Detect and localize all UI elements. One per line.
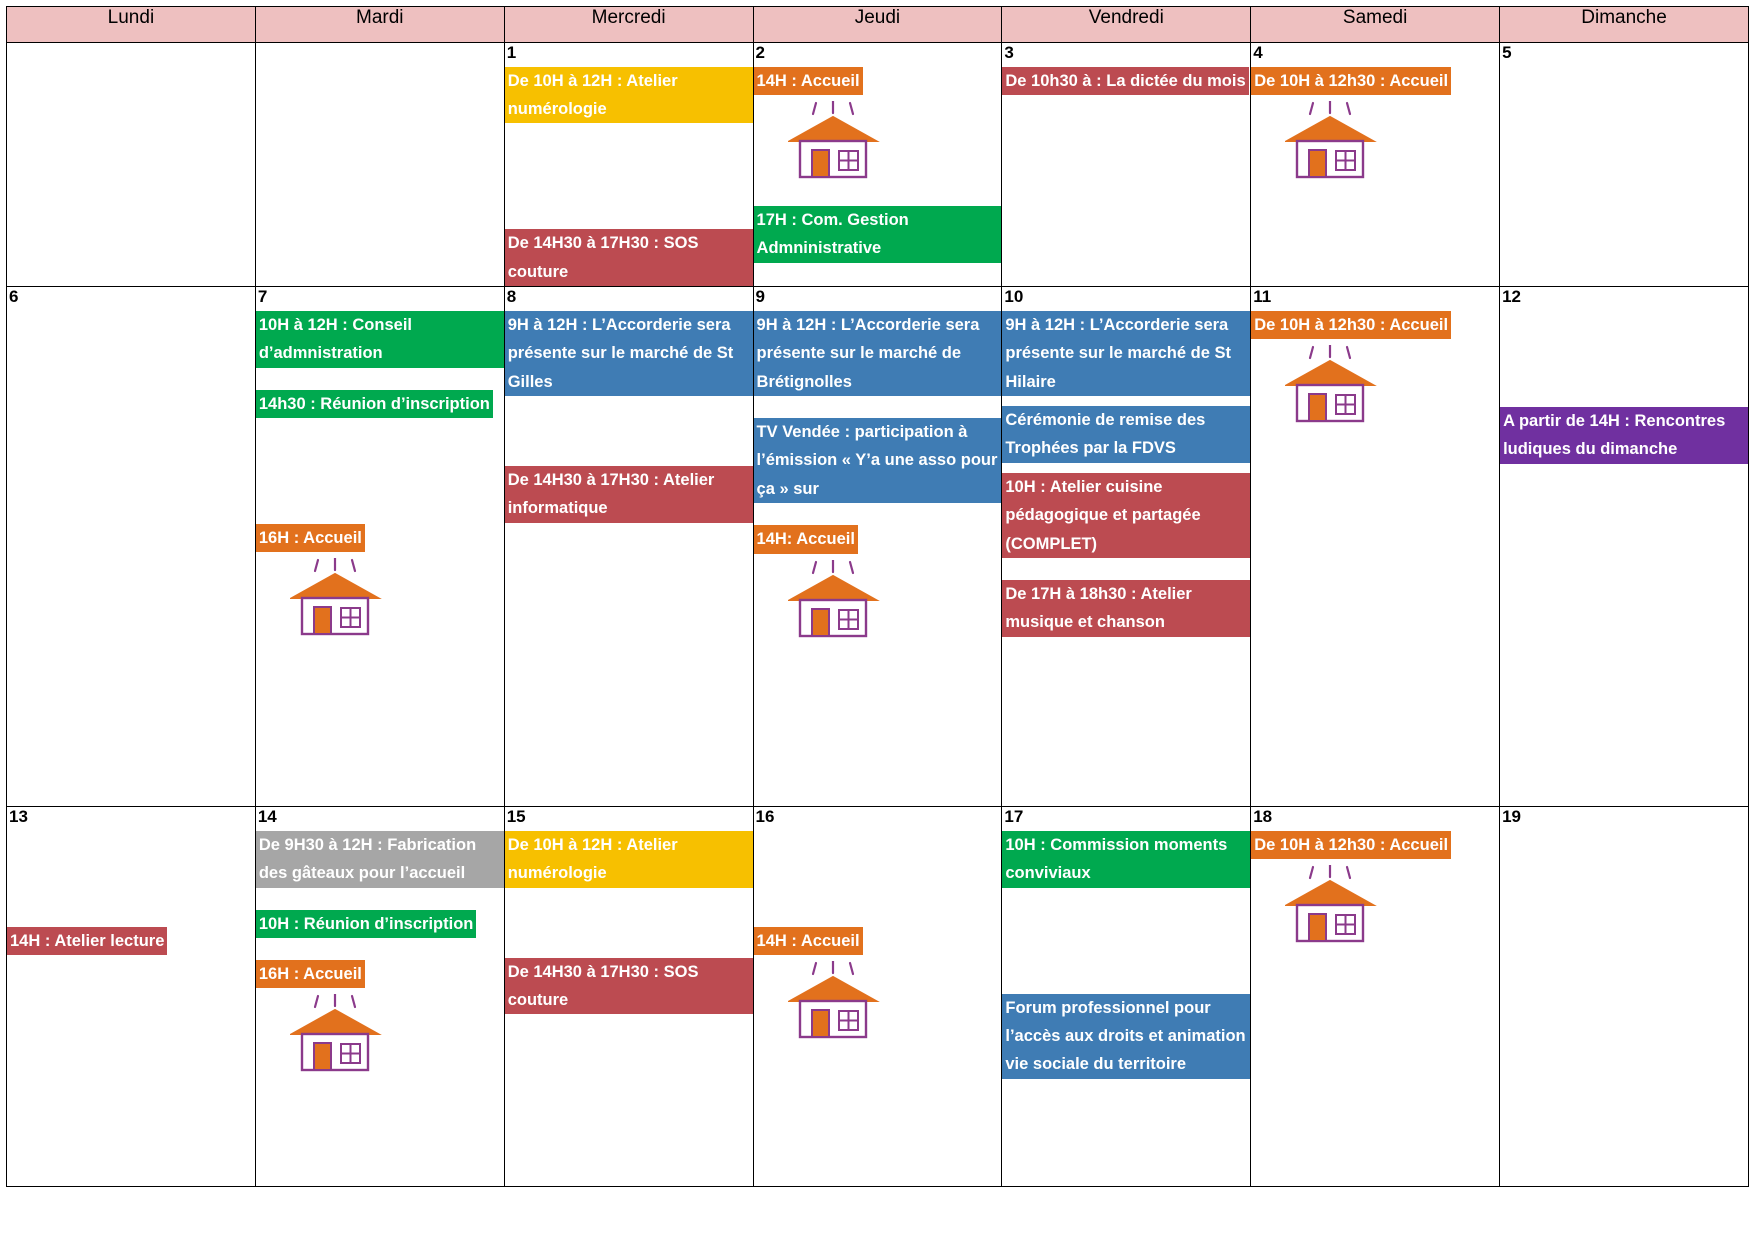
calendar-event[interactable] xyxy=(1002,473,1250,558)
event-label: 9H à 12H : L’Accorderie sera présente sur le marché de St Gilles xyxy=(505,311,753,396)
day-header-mercredi: Mercredi xyxy=(504,7,753,43)
calendar-week-row xyxy=(7,287,1749,807)
spacer xyxy=(754,406,1002,418)
calendar-day-cell[interactable] xyxy=(7,43,256,287)
day-number: 7 xyxy=(257,287,268,307)
calendar-event[interactable] xyxy=(754,418,1002,503)
calendar-event[interactable] xyxy=(754,927,1002,1044)
spacer xyxy=(754,194,1002,206)
calendar-event[interactable] xyxy=(1002,67,1250,95)
day-number: 3 xyxy=(1004,43,1014,62)
calendar-day-cell[interactable] xyxy=(1500,43,1749,287)
day-number: 17 xyxy=(1004,807,1024,827)
calendar-event[interactable] xyxy=(256,524,504,641)
house-icon xyxy=(788,101,1002,184)
spacer xyxy=(754,831,1002,927)
calendar-event[interactable] xyxy=(754,206,1002,263)
calendar-event[interactable] xyxy=(505,67,753,124)
event-label: 10H : Commission moments conviviaux xyxy=(1002,831,1250,888)
day-header-dimanche: Dimanche xyxy=(1500,7,1749,43)
calendar-event[interactable] xyxy=(1002,831,1250,888)
calendar-event[interactable] xyxy=(505,831,753,888)
event-label: De 14H30 à 17H30 : SOS couture xyxy=(505,229,753,286)
event-label: TV Vendée : participation à l’émission « Y’a une asso pour ça » sur xyxy=(754,418,1002,503)
event-label: De 10H à 12H : Atelier numérologie xyxy=(505,67,753,124)
event-label: Cérémonie de remise des Trophées par la FDVS xyxy=(1002,406,1250,463)
calendar-day-cell[interactable] xyxy=(1002,43,1251,287)
day-header-mardi: Mardi xyxy=(255,7,504,43)
calendar-event[interactable] xyxy=(1002,580,1250,637)
calendar-event[interactable] xyxy=(1251,67,1499,184)
calendar-event[interactable] xyxy=(505,311,753,396)
event-label: 14H : Atelier lecture xyxy=(7,927,167,955)
calendar-event[interactable] xyxy=(754,525,1002,642)
day-number: 12 xyxy=(1502,287,1521,307)
calendar-event[interactable] xyxy=(1002,994,1250,1079)
spacer xyxy=(754,513,1002,525)
event-label: De 14H30 à 17H30 : SOS couture xyxy=(505,958,753,1015)
event-label: De 10H à 12h30 : Accueil xyxy=(1251,831,1451,859)
spacer xyxy=(1500,311,1748,407)
calendar-event[interactable] xyxy=(505,958,753,1015)
calendar-event[interactable] xyxy=(256,831,504,888)
day-header-vendredi: Vendredi xyxy=(1002,7,1251,43)
calendar-header-row xyxy=(7,7,1749,43)
house-icon xyxy=(1285,865,1499,948)
event-label: 10H : Réunion d’inscription xyxy=(256,910,477,938)
calendar-day-cell[interactable] xyxy=(504,287,753,807)
calendar-event[interactable] xyxy=(1002,406,1250,463)
day-header-jeudi: Jeudi xyxy=(753,7,1002,43)
calendar-day-cell[interactable] xyxy=(504,807,753,1187)
calendar-event[interactable] xyxy=(256,390,504,418)
day-header-samedi: Samedi xyxy=(1251,7,1500,43)
house-icon xyxy=(1285,101,1499,184)
spacer xyxy=(505,898,753,958)
event-label: A partir de 14H : Rencontres ludiques du dimanche xyxy=(1500,407,1748,464)
day-header-lundi: Lundi xyxy=(7,7,256,43)
calendar-week-row xyxy=(7,807,1749,1187)
day-number: 6 xyxy=(9,287,19,307)
day-number: 16 xyxy=(755,807,775,827)
house-icon xyxy=(1285,345,1499,428)
spacer xyxy=(256,948,504,960)
calendar-event[interactable] xyxy=(1251,311,1499,428)
calendar-event[interactable] xyxy=(1002,311,1250,396)
event-label: De 10H à 12h30 : Accueil xyxy=(1251,67,1451,95)
event-label: 14H : Accueil xyxy=(754,927,863,955)
spacer xyxy=(1002,898,1250,994)
day-number: 11 xyxy=(1253,287,1272,307)
day-number: 2 xyxy=(755,43,765,62)
event-label: De 10H à 12H : Atelier numérologie xyxy=(505,831,753,888)
day-number: 15 xyxy=(506,807,526,827)
house-icon xyxy=(290,558,504,641)
spacer xyxy=(256,378,504,390)
event-label: 10H : Atelier cuisine pédagogique et partagée (COMPLET) xyxy=(1002,473,1250,558)
spacer xyxy=(505,406,753,466)
calendar-day-cell[interactable] xyxy=(255,43,504,287)
spacer xyxy=(256,898,504,910)
calendar-day-cell[interactable] xyxy=(1002,287,1251,807)
calendar-day-cell[interactable] xyxy=(7,287,256,807)
day-number: 8 xyxy=(506,287,517,307)
calendar-day-cell[interactable] xyxy=(1251,43,1500,287)
spacer xyxy=(7,831,255,927)
event-label: 16H : Accueil xyxy=(256,960,365,988)
spacer xyxy=(505,133,753,229)
house-icon xyxy=(788,961,1002,1044)
day-number: 10 xyxy=(1004,287,1024,307)
calendar-day-cell[interactable] xyxy=(1500,807,1749,1187)
calendar-event[interactable] xyxy=(256,910,504,938)
calendar-day-cell[interactable] xyxy=(753,43,1002,287)
event-label: 10H à 12H : Conseil d’admnistration xyxy=(256,311,504,368)
event-label: De 10h30 à : La dictée du mois xyxy=(1002,67,1248,95)
calendar-event[interactable] xyxy=(1251,831,1499,948)
event-label: 14h30 : Réunion d’inscription xyxy=(256,390,493,418)
calendar-event[interactable] xyxy=(1500,407,1748,464)
calendar-table xyxy=(6,6,1749,1187)
calendar-event[interactable] xyxy=(256,311,504,368)
calendar-day-cell[interactable] xyxy=(1251,287,1500,807)
calendar-event[interactable] xyxy=(505,466,753,523)
spacer xyxy=(1002,568,1250,580)
event-label: 16H : Accueil xyxy=(256,524,365,552)
day-number: 9 xyxy=(755,287,765,307)
day-number: 5 xyxy=(1502,43,1512,62)
event-label: De 17H à 18h30 : Atelier musique et chanson xyxy=(1002,580,1250,637)
calendar-day-cell[interactable] xyxy=(7,807,256,1187)
calendar-day-cell[interactable] xyxy=(753,807,1002,1187)
event-label: Forum professionnel pour l’accès aux droits et animation vie sociale du territoire xyxy=(1002,994,1250,1079)
day-number: 14 xyxy=(257,807,277,827)
event-label: 9H à 12H : L’Accorderie sera présente sur le marché de Brétignolles xyxy=(754,311,1002,396)
spacer xyxy=(256,428,504,524)
calendar-event[interactable] xyxy=(256,960,504,1077)
event-label: 14H : Accueil xyxy=(754,67,863,95)
calendar-day-cell[interactable] xyxy=(1500,287,1749,807)
house-icon xyxy=(788,560,1002,643)
event-label: De 10H à 12h30 : Accueil xyxy=(1251,311,1451,339)
day-number: 18 xyxy=(1253,807,1273,827)
calendar-event[interactable] xyxy=(754,67,1002,184)
calendar-day-cell[interactable] xyxy=(1251,807,1500,1187)
day-number: 19 xyxy=(1502,807,1521,827)
calendar-day-cell[interactable] xyxy=(1002,807,1251,1187)
calendar-event[interactable] xyxy=(7,927,255,955)
calendar-event[interactable] xyxy=(505,229,753,286)
calendar-day-cell[interactable] xyxy=(753,287,1002,807)
calendar-week-row xyxy=(7,43,1749,287)
day-number: 13 xyxy=(9,807,28,827)
event-label: 9H à 12H : L’Accorderie sera présente sur le marché de St Hilaire xyxy=(1002,311,1250,396)
event-label: 14H: Accueil xyxy=(754,525,858,553)
event-label: 17H : Com. Gestion Admninistrative xyxy=(754,206,1002,263)
house-icon xyxy=(290,994,504,1077)
event-label: De 9H30 à 12H : Fabrication des gâteaux pour l’accueil xyxy=(256,831,504,888)
calendar-event[interactable] xyxy=(754,311,1002,396)
day-number: 4 xyxy=(1253,43,1263,62)
calendar-day-cell[interactable] xyxy=(255,807,504,1187)
calendar-day-cell[interactable] xyxy=(504,43,753,287)
calendar-day-cell[interactable] xyxy=(255,287,504,807)
day-number: 1 xyxy=(506,43,517,62)
event-label: De 14H30 à 17H30 : Atelier informatique xyxy=(505,466,753,523)
